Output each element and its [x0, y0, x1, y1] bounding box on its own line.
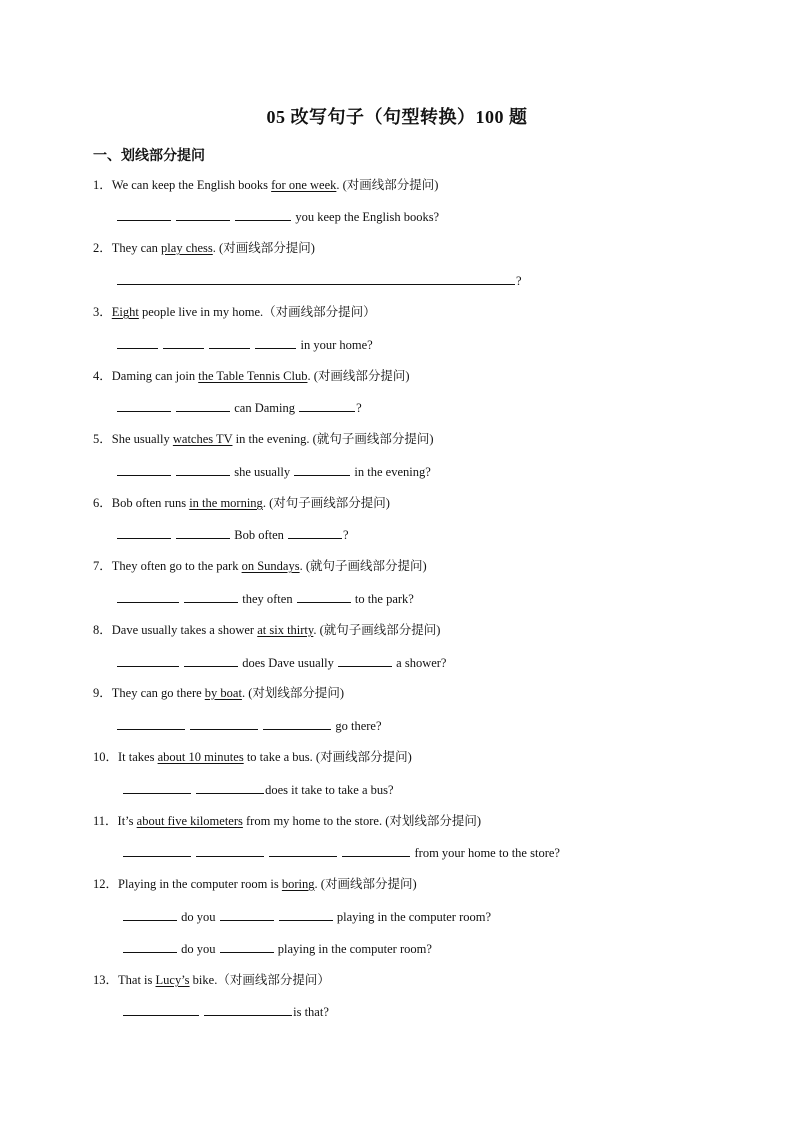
question-instruction: people live in my home.（对画线部分提问） [138, 305, 376, 319]
answer-blank[interactable] [176, 208, 230, 221]
answer-blank[interactable] [204, 1003, 292, 1016]
answer-line-3 [116, 336, 373, 353]
answer-text: playing in the computer room? [277, 942, 432, 956]
answer-text: is that? [293, 1005, 329, 1019]
question-10 [93, 749, 412, 765]
answer-line-1 [116, 208, 439, 225]
answer-line-12b [122, 940, 432, 957]
underlined-part: watches TV [172, 432, 233, 446]
answer-blank[interactable] [117, 717, 185, 730]
answer-line-6 [116, 526, 349, 543]
question-number: 1． [93, 178, 112, 192]
question-number: 11． [93, 814, 118, 828]
question-text: They can go there [111, 686, 205, 700]
question-instruction: . (对句子画线部分提问) [262, 496, 390, 510]
question-text: Dave usually takes a shower [111, 623, 258, 637]
underlined-part: boring [281, 877, 315, 891]
answer-line-12a [122, 908, 491, 925]
answer-text: do you [181, 942, 216, 956]
question-instruction: to take a bus. (对画线部分提问) [243, 750, 412, 764]
question-number: 8． [93, 623, 112, 637]
question-number: 10． [93, 750, 119, 764]
question-4 [93, 368, 410, 384]
question-11 [93, 813, 481, 829]
answer-blank[interactable] [123, 844, 191, 857]
question-text: Bob often runs [111, 496, 190, 510]
question-text: Daming can join [111, 369, 199, 383]
answer-blank[interactable] [235, 208, 291, 221]
underlined-part: by boat [204, 686, 242, 700]
answer-line-11 [122, 844, 560, 861]
question-number: 2． [93, 241, 112, 255]
answer-blank[interactable] [220, 908, 274, 921]
answer-blank[interactable] [117, 336, 158, 349]
answer-text: a shower? [396, 656, 447, 670]
answer-line-4 [116, 399, 362, 416]
question-text: We can keep the English books [111, 178, 272, 192]
underlined-part: on Sundays [241, 559, 300, 573]
answer-blank[interactable] [117, 272, 515, 285]
answer-blank[interactable] [123, 908, 177, 921]
question-text: They can [111, 241, 162, 255]
question-text: They often go to the park [111, 559, 242, 573]
answer-blank[interactable] [176, 463, 230, 476]
answer-blank[interactable] [176, 526, 230, 539]
question-number: 7． [93, 559, 112, 573]
answer-line-13 [122, 1003, 329, 1020]
question-number: 3． [93, 305, 112, 319]
question-instruction: bike.（对画线部分提问） [189, 973, 330, 987]
answer-text: ? [356, 401, 362, 415]
answer-blank[interactable] [123, 781, 191, 794]
answer-blank[interactable] [342, 844, 410, 857]
answer-blank[interactable] [299, 399, 355, 412]
question-text: It’s [117, 814, 137, 828]
question-instruction: . (对画线部分提问) [307, 369, 410, 383]
underlined-part: play chess [161, 241, 213, 255]
question-1 [93, 177, 438, 193]
answer-line-7 [116, 590, 414, 607]
question-7 [93, 558, 427, 574]
underlined-part: about 10 minutes [157, 750, 244, 764]
answer-blank[interactable] [209, 336, 250, 349]
question-number: 5． [93, 432, 112, 446]
question-13 [93, 972, 330, 988]
question-text: Playing in the computer room is [118, 877, 282, 891]
answer-line-5 [116, 463, 431, 480]
answer-blank[interactable] [123, 1003, 199, 1016]
answer-blank[interactable] [196, 844, 264, 857]
question-8 [93, 622, 440, 638]
question-number: 12． [93, 877, 119, 891]
answer-blank[interactable] [117, 526, 171, 539]
answer-text: in the evening? [354, 465, 431, 479]
underlined-part: for one week [271, 178, 337, 192]
question-5 [93, 431, 434, 447]
question-number: 6． [93, 496, 112, 510]
answer-text: playing in the computer room? [336, 910, 492, 924]
question-number: 9． [93, 686, 112, 700]
underlined-part: in the morning [189, 496, 263, 510]
answer-blank[interactable] [117, 590, 179, 603]
answer-blank[interactable] [220, 940, 274, 953]
page-title: 05 改写句子（句型转换）100 题 [266, 107, 528, 127]
answer-blank[interactable] [117, 208, 171, 221]
question-instruction: . (对画线部分提问) [314, 877, 417, 891]
underlined-part: the Table Tennis Club [198, 369, 308, 383]
answer-line-9 [116, 717, 382, 734]
answer-text: to the park? [354, 592, 414, 606]
answer-text: does Dave usually [242, 656, 334, 670]
question-text: That is [118, 973, 156, 987]
answer-text: ? [343, 528, 349, 542]
answer-blank[interactable] [279, 908, 333, 921]
answer-text: you keep the English books? [295, 210, 440, 224]
underlined-part: Lucy’s [155, 973, 190, 987]
question-instruction: . (就句子画线部分提问) [313, 623, 441, 637]
question-12 [93, 876, 417, 892]
answer-blank[interactable] [294, 463, 350, 476]
answer-blank[interactable] [297, 590, 351, 603]
answer-text: can Daming [234, 401, 295, 415]
answer-text: Bob often [234, 528, 284, 542]
answer-blank[interactable] [196, 781, 264, 794]
answer-text: she usually [234, 465, 291, 479]
question-instruction: . (对画线部分提问) [212, 241, 315, 255]
answer-blank[interactable] [190, 717, 258, 730]
answer-blank[interactable] [117, 399, 171, 412]
question-instruction: . (对画线部分提问) [336, 178, 439, 192]
answer-blank[interactable] [176, 399, 230, 412]
underlined-part: Eight [111, 305, 139, 319]
question-6 [93, 495, 390, 511]
answer-text: in your home? [300, 338, 373, 352]
question-3 [93, 304, 376, 320]
answer-blank[interactable] [163, 336, 204, 349]
question-9 [93, 685, 344, 701]
question-instruction: from my home to the store. (对划线部分提问) [242, 814, 482, 828]
answer-line-2 [116, 272, 522, 289]
answer-blank[interactable] [255, 336, 296, 349]
underlined-part: at six thirty [257, 623, 314, 637]
question-text: It takes [118, 750, 158, 764]
answer-text: go there? [335, 719, 382, 733]
answer-blank[interactable] [263, 717, 331, 730]
answer-blank[interactable] [184, 590, 238, 603]
answer-line-10 [122, 781, 394, 798]
answer-blank[interactable] [123, 940, 177, 953]
question-instruction: in the evening. (就句子画线部分提问) [232, 432, 434, 446]
question-instruction: . (对划线部分提问) [241, 686, 345, 700]
section-heading: 一、划线部分提问 [93, 149, 205, 164]
question-number: 13． [93, 973, 119, 987]
answer-blank[interactable] [117, 463, 171, 476]
question-2 [93, 240, 315, 256]
answer-text: do you [181, 910, 216, 924]
answer-text: does it take to take a bus? [265, 783, 394, 797]
question-number: 4． [93, 369, 112, 383]
answer-blank[interactable] [338, 654, 392, 667]
answer-text: ? [516, 274, 522, 288]
answer-text: from your home to the store? [414, 846, 560, 860]
underlined-part: about five kilometers [136, 814, 243, 828]
question-instruction: . (就句子画线部分提问) [299, 559, 427, 573]
answer-blank[interactable] [117, 654, 179, 667]
answer-blank[interactable] [269, 844, 337, 857]
answer-text: they often [242, 592, 293, 606]
answer-line-8 [116, 654, 446, 671]
answer-blank[interactable] [184, 654, 238, 667]
answer-blank[interactable] [288, 526, 342, 539]
question-text: She usually [111, 432, 173, 446]
